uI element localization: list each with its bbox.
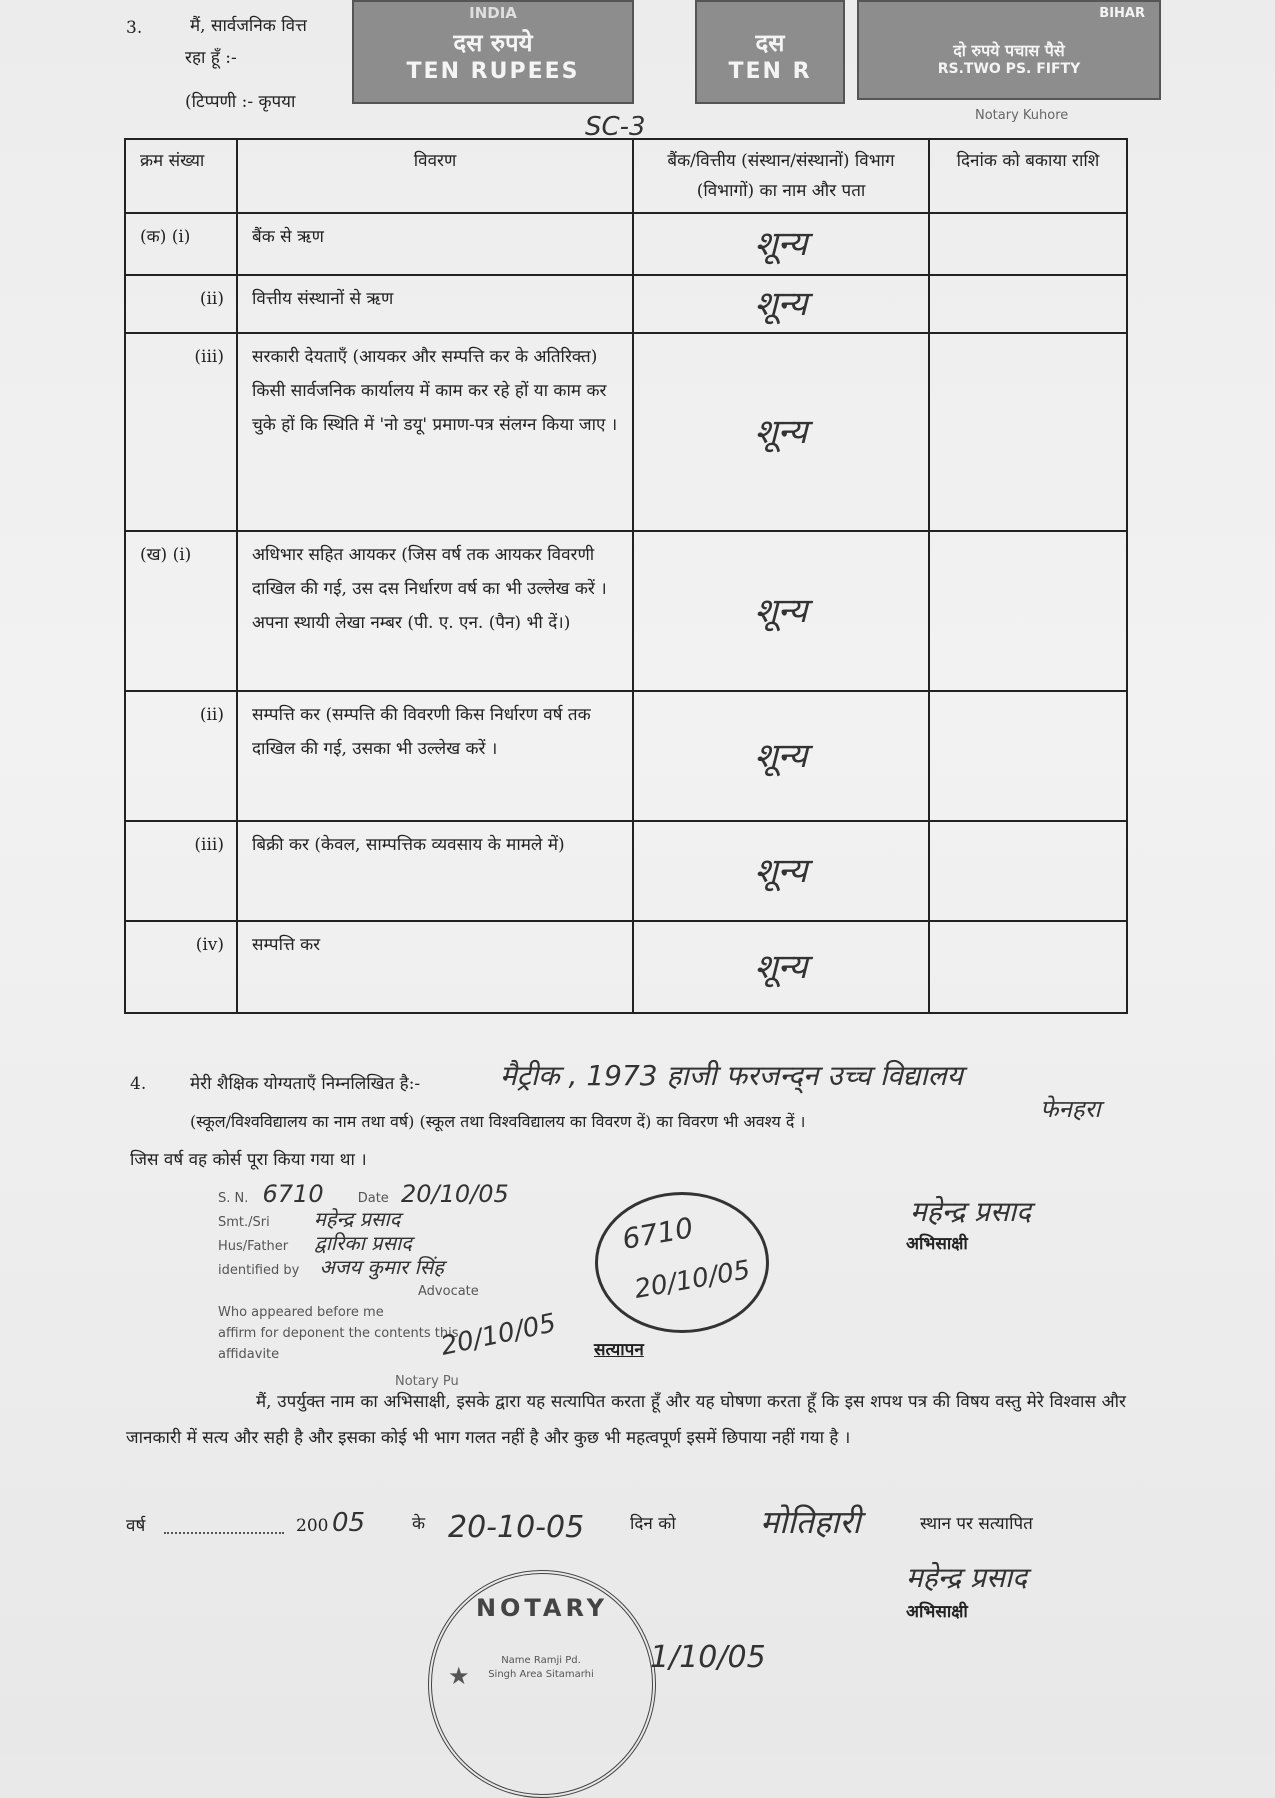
date-value: 20/10/05: [400, 1180, 509, 1208]
footer-ke: के: [412, 1514, 426, 1534]
row-sno: (क) (i): [125, 213, 237, 275]
row-value-handwritten: शून्य: [633, 921, 929, 1013]
section4-handwritten-place: फेनहरा: [1040, 1095, 1101, 1123]
stamp3-line2: दो रुपये पचास पैसे: [953, 41, 1065, 60]
row-desc: वित्तीय संस्थानों से ऋण: [237, 275, 633, 333]
smt-value: महेन्द्र प्रसाद: [313, 1207, 401, 1231]
hus-value: द्वारिका प्रसाद: [314, 1231, 412, 1255]
row-desc: अधिभार सहित आयकर (जिस वर्ष तक आयकर विवरणी दाखिल की गई, उस दस निर्धारण वर्ष का भी उल्लेख करें । अपना स्थायी लेखा नम्बर (पी. ए. एन. (पैन) भी दें।): [237, 531, 633, 691]
row-sno: (ii): [125, 275, 237, 333]
table-row: [125, 333, 1127, 531]
handwritten-ref: SC-3: [585, 112, 646, 142]
circle-line1: 6710: [619, 1211, 696, 1256]
row-desc: सरकारी देयताएँ (आयकर और सम्पत्ति कर के अतिरिक्त) किसी सार्वजनिक कार्यालय में काम कर रहे हों या काम कर चुके हों कि स्थिति में 'नो डयू' प्रमाण-पत्र संलग्न किया जाए ।: [237, 333, 633, 531]
notary-pu-label: Notary Pu: [395, 1374, 459, 1389]
date-label: Date: [357, 1191, 389, 1206]
stamp3-line3: RS.TWO PS. FIFTY: [937, 61, 1081, 77]
section4-label: मेरी शैक्षिक योग्यताएँ निम्नलिखित है:-: [190, 1074, 421, 1094]
stamp-ten-rupees-2: [695, 0, 845, 104]
seal-handwritten-date: 1/10/05: [650, 1640, 766, 1675]
footer-year-hand: 05: [332, 1508, 366, 1538]
footer-date-hand: 20-10-05: [448, 1510, 585, 1545]
deponent-signature-2: महेन्द्र प्रसाद: [906, 1561, 1028, 1594]
stamp-bihar: [857, 0, 1161, 100]
footer-place-hand: मोतिहारी: [760, 1503, 861, 1541]
section4-handwritten-qualification: मैट्रीक , 1973 हाजी फरजन्द्न उच्च विद्यालय: [500, 1059, 963, 1092]
ident-value: अजय कुमार सिंह: [319, 1255, 444, 1279]
row-desc: बिक्री कर (केवल, साम्पत्तिक व्यवसाय के मामले में): [237, 821, 633, 921]
verification-title: सत्यापन: [594, 1340, 644, 1360]
sn-row: [218, 1180, 568, 1209]
section4-line2: (स्कूल/विश्वविद्यालय का नाम तथा वर्ष) (स्कूल तथा विश्वविद्यालय का विवरण दें) का विवरण भी अवश्य दें ।: [190, 1112, 806, 1131]
row-sno: (ii): [125, 691, 237, 821]
row-value-handwritten: शून्य: [633, 213, 929, 275]
stamp-ten-rupees: [352, 0, 634, 104]
stamp1-line1: दस रुपये: [453, 29, 533, 57]
seal-star-icon: ★: [448, 1662, 470, 1690]
item3-text: मैं, सार्वजनिक वित्त: [190, 16, 307, 36]
row-sno: (iii): [125, 333, 237, 531]
item3-note: (टिप्पणी :- कृपया: [185, 92, 296, 112]
table-row: [125, 921, 1127, 1013]
stamp2-line1: दस: [755, 29, 785, 57]
verification-paragraph: मैं, उपर्युक्त नाम का अभिसाक्षी, इसके द्वारा यह सत्यापित करता हूँ और यह घोषणा करता हूँ कि इस शपथ पत्र की विषय वस्तु मेरे विश्वास और जानकारी में सत्य और सही है और इसका कोई भी भाग गलत नहीं है और कुछ भी महत्वपूर्ण इसमें छिपाया नहीं गया है ।: [126, 1392, 1126, 1448]
stamp2-line2: TEN R: [728, 59, 812, 84]
row-amount-empty: [929, 691, 1127, 821]
col-header-desc: विवरण: [237, 139, 633, 213]
row-amount-empty: [929, 921, 1127, 1013]
row-value-handwritten: शून्य: [633, 821, 929, 921]
smt-row: [218, 1209, 568, 1233]
row-amount-empty: [929, 213, 1127, 275]
section4-number: 4.: [130, 1074, 147, 1094]
item3-cont: रहा हूँ :-: [185, 48, 237, 68]
footer-din-ko: दिन को: [630, 1514, 676, 1534]
row-sno: (iv): [125, 921, 237, 1013]
footer-year-label: वर्ष: [126, 1516, 146, 1536]
row-value-handwritten: शून्य: [633, 531, 929, 691]
notary-round-seal: [428, 1570, 656, 1798]
circle-line2: 20/10/05: [632, 1255, 753, 1305]
table-row: [125, 275, 1127, 333]
col-header-bank: बैंक/वित्तीय (संस्थान/संस्थानों) विभाग (विभागों) का नाम और पता: [633, 139, 929, 213]
affidavit-line: affidavite: [218, 1347, 280, 1362]
row-amount-empty: [929, 275, 1127, 333]
sn-label: S. N.: [218, 1191, 249, 1206]
row-amount-empty: [929, 821, 1127, 921]
smt-label: Smt./Sri: [218, 1215, 270, 1230]
notary-top-stamp: Notary Kuhore: [975, 108, 1069, 123]
stamp-india-text: INDIA: [469, 4, 517, 22]
row-sno: (iii): [125, 821, 237, 921]
ident-label: identified by: [218, 1263, 300, 1278]
footer-year-prefix: 200: [296, 1516, 329, 1536]
hus-label: Hus/Father: [218, 1239, 289, 1254]
row-sno: (ख) (i): [125, 531, 237, 691]
table-row: [125, 691, 1127, 821]
row-value-handwritten: शून्य: [633, 275, 929, 333]
row-amount-empty: [929, 333, 1127, 531]
row-desc: सम्पत्ति कर (सम्पत्ति की विवरणी किस निर्धारण वर्ष तक दाखिल की गई, उसका भी उल्लेख करें ।: [237, 691, 633, 821]
seal-notary-text: NOTARY: [475, 1594, 609, 1622]
liabilities-table: [124, 138, 1128, 1014]
sn-value: 6710: [262, 1180, 324, 1208]
deponent-label-2: अभिसाक्षी: [906, 1602, 968, 1622]
notary-circle-stamp: [595, 1192, 769, 1333]
stamp1-line2: TEN RUPEES: [406, 59, 580, 84]
table-row: [125, 213, 1127, 275]
footer-year-dotline: [164, 1532, 284, 1534]
row-desc: सम्पत्ति कर: [237, 921, 633, 1013]
table-row: [125, 531, 1127, 691]
who-line: Who appeared before me: [218, 1305, 384, 1320]
row-value-handwritten: शून्य: [633, 333, 929, 531]
seal-inner-text: Name Ramji Pd. Singh Area Sitamarhi: [488, 1655, 594, 1680]
col-header-sno: क्रम संख्या: [125, 139, 237, 213]
stamp3-line1: BIHAR: [1099, 6, 1145, 21]
deponent-label-1: अभिसाक्षी: [906, 1234, 968, 1254]
deponent-signature-1: महेन्द्र प्रसाद: [910, 1195, 1032, 1228]
advocate-label: Advocate: [418, 1284, 479, 1299]
row-value-handwritten: शून्य: [633, 691, 929, 821]
item3-number: 3.: [126, 18, 143, 38]
hus-row: [218, 1233, 568, 1257]
ident-row: [218, 1257, 568, 1281]
col-header-amount: दिनांक को बकाया राशि: [929, 139, 1127, 213]
section4-line3: जिस वर्ष वह कोर्स पूरा किया गया था ।: [130, 1150, 367, 1170]
footer-place-label: स्थान पर सत्यापित: [920, 1514, 1033, 1534]
row-desc: बैंक से ऋण: [237, 213, 633, 275]
affirm-line: affirm for deponent the contents this: [218, 1326, 459, 1341]
table-header-row: [125, 139, 1127, 213]
row-amount-empty: [929, 531, 1127, 691]
table-row: [125, 821, 1127, 921]
notary-signed-date: 20/10/05: [438, 1308, 559, 1362]
